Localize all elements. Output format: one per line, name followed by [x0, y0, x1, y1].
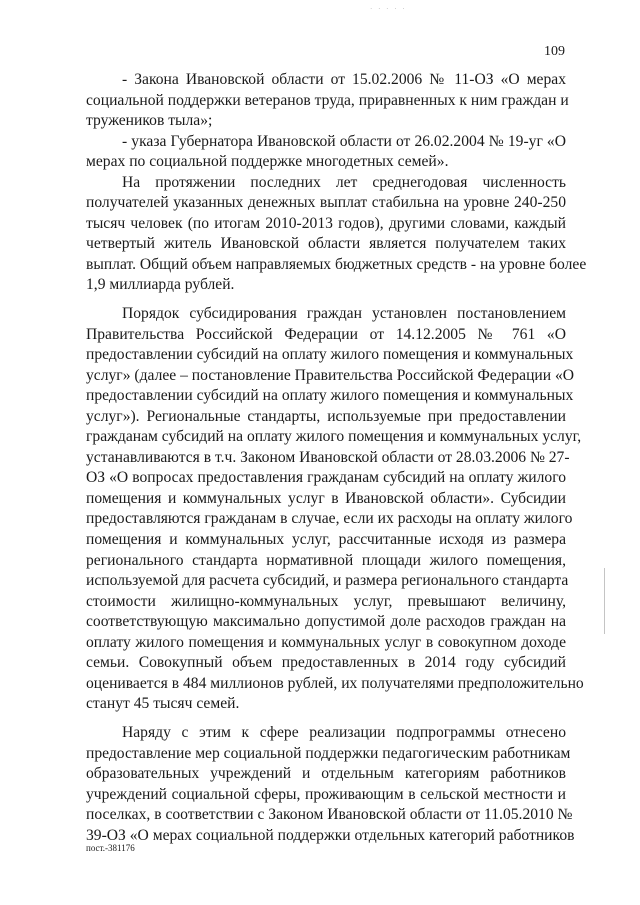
text-line: услуг» (далее – постановление Правительства Российской Федерации «О — [86, 366, 575, 384]
scan-artifact-mark: · · · · · — [370, 5, 407, 13]
text-line: семьи. Совокупный объем предоставленных в 2014 году субсидий — [86, 654, 566, 672]
text-line: На протяжении последних лет среднегодовая численность — [122, 173, 566, 191]
paragraph-social-support-workers — [86, 723, 575, 846]
text-line: получателей указанных денежных выплат стабильна на уровне 240-250 — [86, 194, 566, 212]
text-line: стоимости жилищно-коммунальных услуг, превышают величину, — [86, 592, 566, 610]
text-line: оплату жилого помещения и коммунальных услуг в совокупном доходе — [86, 633, 566, 651]
text-line: Порядок субсидирования граждан установлен постановлением — [122, 305, 566, 323]
text-line: учреждений социальной сферы, проживающим в сельской местности и — [86, 785, 566, 803]
footer-document-code: пост.-381176 — [86, 843, 135, 853]
paragraph-decree-large-families — [86, 132, 566, 173]
text-line: предоставлении субсидий на оплату жилого помещения и коммунальных — [86, 387, 574, 405]
text-line: регионального стандарта нормативной площади жилого помещения, — [86, 551, 566, 569]
text-line: - Закона Ивановской области от 15.02.2006 № 11-ОЗ «О мерах — [122, 71, 566, 88]
text-line: используемой для расчета субсидий, и размера регионального стандарта — [86, 572, 569, 590]
document-body — [86, 70, 587, 846]
text-line: четвертый житель Ивановской области является получателем таких — [86, 235, 566, 253]
text-line: ОЗ «О вопросах предоставления гражданам субсидий на оплату жилого — [86, 469, 566, 487]
text-line: социальной поддержки ветеранов труда, приравненных к ним граждан и — [86, 91, 569, 109]
text-line: образовательных учреждений и отдельным категориям работников — [86, 765, 566, 783]
text-line: соответствующую максимально допустимой доле расходов граждан на — [86, 613, 566, 631]
text-line: - указа Губернатора Ивановской области от 26.02.2004 № 19-уг «О — [122, 132, 566, 150]
text-line: тружеников тыла»; — [86, 112, 213, 130]
text-line: помещения и коммунальных услуг, рассчитанные исходя из размера — [86, 531, 566, 549]
text-line: устанавливаются в т.ч. Законом Ивановской области от 28.03.2006 № 27- — [86, 448, 570, 466]
text-line: тысяч человек (по итогам 2010-2013 годов), другими словами, каждый — [86, 214, 566, 232]
text-line: мерах по социальной поддержке многодетных семей». — [86, 153, 449, 171]
text-line: предоставление мер социальной поддержки педагогическим работникам — [86, 744, 571, 762]
text-line: 39-ОЗ «О мерах социальной поддержки отдельных категорий работников — [86, 826, 575, 844]
page-number: 109 — [544, 44, 565, 59]
text-line: станут 45 тысяч семей. — [86, 695, 240, 713]
text-line: услуг»). Региональные стандарты, используемые при предоставлении — [86, 407, 566, 425]
text-line: Наряду с этим к сфере реализации подпрограммы отнесено — [122, 723, 566, 741]
text-line: Правительства Российской Федерации от 14.12.2005 № 761 «О — [86, 325, 566, 343]
text-line: гражданам субсидий на оплату жилого помещения и коммунальных услуг, — [86, 428, 582, 446]
scan-edge-mark — [604, 568, 605, 634]
text-line: предоставлении субсидий на оплату жилого помещения и коммунальных — [86, 346, 574, 364]
text-line: оценивается в 484 миллионов рублей, их получателями предположительно — [86, 674, 584, 692]
paragraph-recipients-statistics — [86, 173, 587, 296]
text-line: выплат. Общий объем направляемых бюджетных средств - на уровне более — [86, 255, 587, 273]
paragraph-subsidy-procedure — [86, 304, 584, 715]
text-line: 1,9 миллиарда рублей. — [86, 276, 235, 294]
paragraph-law-veterans — [86, 70, 569, 132]
text-line: помещения и коммунальных услуг в Ивановской области». Субсидии — [86, 489, 566, 507]
text-line: поселках, в соответствии с Законом Ивановской области от 11.05.2010 № — [86, 806, 573, 824]
text-line: предоставляются гражданам в случае, если их расходы на оплату жилого — [86, 510, 573, 528]
